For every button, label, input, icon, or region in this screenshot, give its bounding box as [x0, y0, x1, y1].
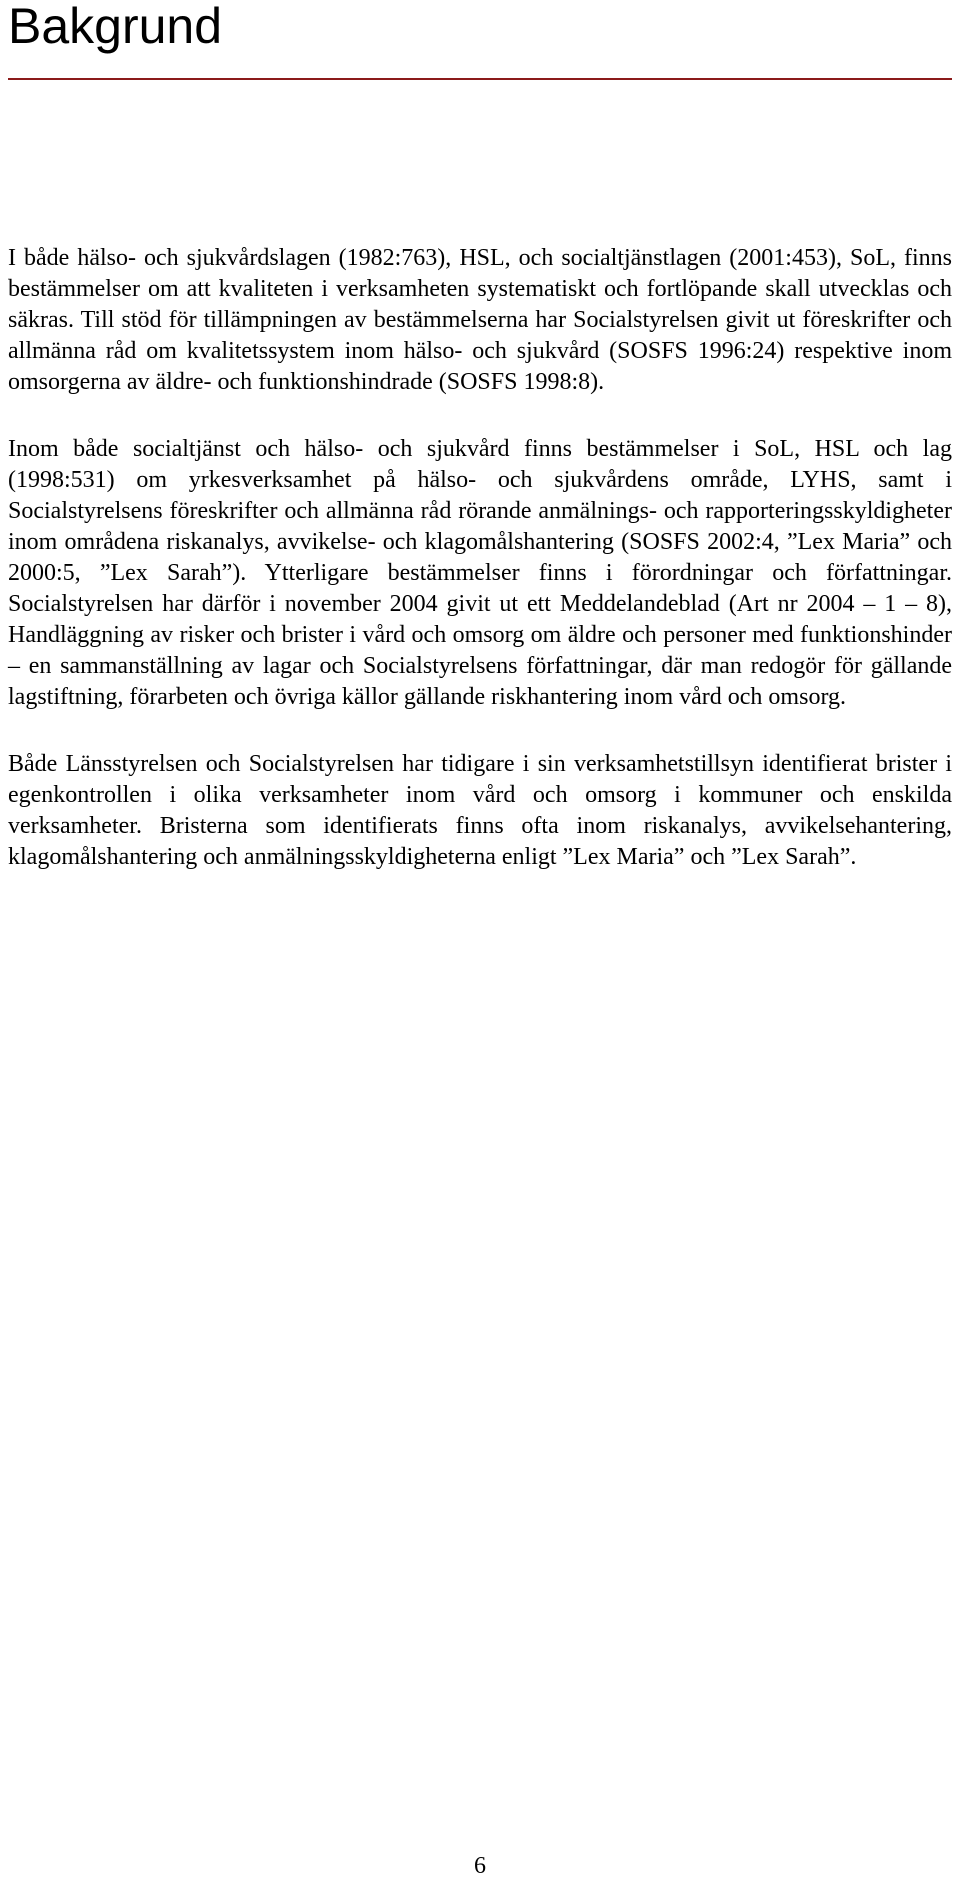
- heading-divider: [8, 78, 952, 80]
- paragraph-3: Både Länsstyrelsen och Socialstyrelsen har tidigare i sin verksamhetstillsyn identifierat brister i egenkontrollen i olika verksamheter inom vård och omsorg i kommuner och enskilda verksamheter. Bristerna som identifierats finns ofta inom riskanalys, avvikelsehantering, klagomålshantering och anmälningsskyldigheterna enligt ”Lex Maria” och ”Lex Sarah”.: [8, 751, 952, 870]
- paragraph-2: Inom både socialtjänst och hälso- och sjukvård finns bestämmelser i SoL, HSL och lag (1998:531) om yrkesverksamhet på hälso- och sjukvårdens område, LYHS, samt i Socialstyrelsens föreskrifter och allmänna råd rörande anmälnings- och rapporteringsskyldigheter inom områdena riskanalys, avvikelse- och klagomålshantering (SOSFS 2002:4, ”Lex Maria” och 2000:5, ”Lex Sarah”). Ytterligare bestämmelser finns i förordningar och författningar. Socialstyrelsen har därför i november 2004 givit ut ett Meddelandeblad (Art nr 2004 – 1 – 8), Handläggning av risker och brister i vård och omsorg om äldre och personer med funktionshinder – en sammanställning av lagar och Socialstyrelsens författningar, där man redogör för gällande lagstiftning, förarbeten och övriga källor gällande riskhantering inom vård och omsorg.: [8, 436, 952, 710]
- paragraph-1: I både hälso- och sjukvårdslagen (1982:763), HSL, och socialtjänstlagen (2001:453), SoL, finns bestämmelser om att kvaliteten i verksamheten systematiskt och fortlöpande skall utvecklas och säkras. Till stöd för tillämpningen av bestämmelserna har Socialstyrelsen givit ut föreskrifter och allmänna råd om kvalitetssystem inom hälso- och sjukvård (SOSFS 1996:24) respektive inom omsorgerna av äldre- och funktionshindrade (SOSFS 1998:8).: [8, 245, 952, 395]
- body-text: [8, 243, 952, 909]
- page-number: 6: [474, 1853, 486, 1879]
- page-heading: Bakgrund: [8, 0, 223, 54]
